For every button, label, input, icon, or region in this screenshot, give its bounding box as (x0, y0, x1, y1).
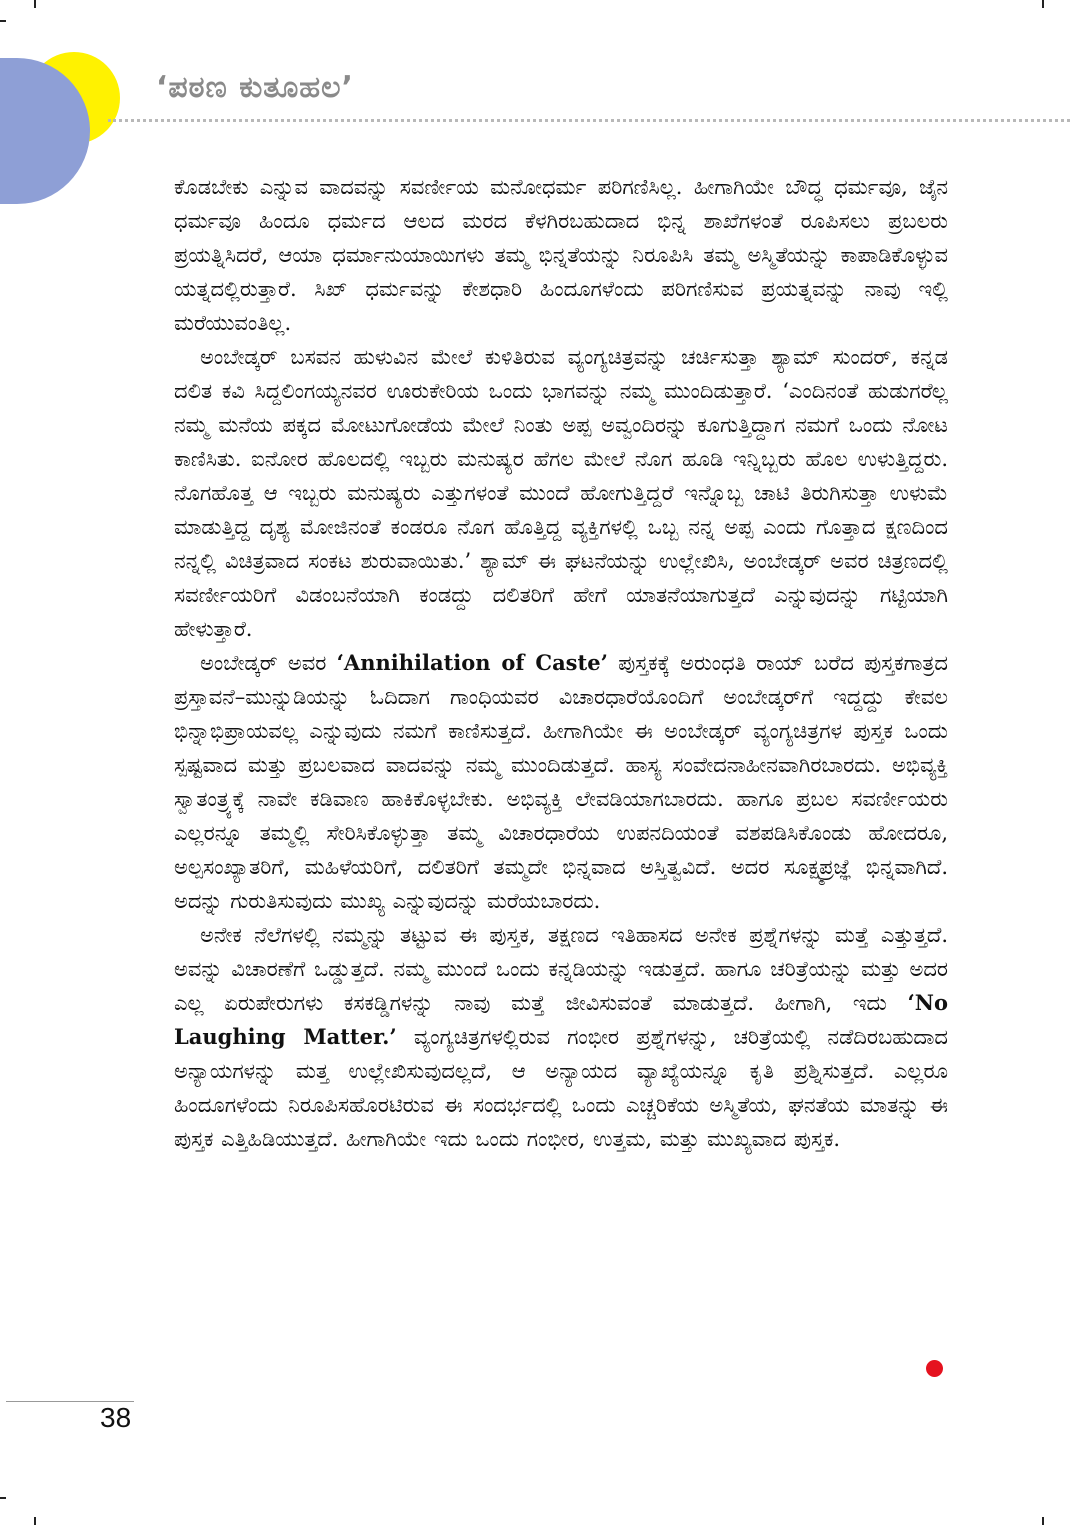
crop-mark (34, 1517, 36, 1525)
body-paragraph (174, 646, 948, 918)
crop-mark (0, 1497, 6, 1499)
crop-mark (0, 20, 6, 22)
body-paragraph (174, 170, 948, 340)
crop-mark (1042, 1517, 1044, 1525)
crop-mark (34, 0, 36, 8)
book-title: ‘No Laughing Matter.’ (174, 990, 948, 1049)
paragraph-text: ಅಂಬೇಡ್ಕರ್ ಬಸವನ ಹುಳುವಿನ ಮೇಲೆ ಕುಳಿತಿರುವ ವ್ಯಂಗ್ಯಚಿತ್ರವನ್ನು ಚರ್ಚಿಸುತ್ತಾ ಶ್ಯಾಮ್ ಸುಂದರ್, ಕನ್ನಡ ದಲಿತ ಕವಿ ಸಿದ್ದಲಿಂಗಯ್ಯನವರ ಊರುಕೇರಿಯ ಒಂದು ಭಾಗವನ್ನು ನಮ್ಮ ಮುಂದಿಡುತ್ತಾರೆ. ‘ಎಂದಿನಂತೆ ಹುಡುಗರೆಲ್ಲ ನಮ್ಮ ಮನೆಯ ಪಕ್ಕದ ಮೋಟುಗೋಡೆಯ ಮೇಲೆ ನಿಂತು ಅಪ್ಪ ಅವ್ವಂದಿರನ್ನು ಕೂಗುತ್ತಿದ್ದಾಗ ನಮಗೆ ಒಂದು ನೋಟ ಕಾಣಿಸಿತು. ಐನೋರ ಹೊಲದಲ್ಲಿ ಇಬ್ಬರು ಮನುಷ್ಯರ ಹೆಗಲ ಮೇಲೆ ನೊಗ ಹೂಡಿ ಇನ್ನಿಬ್ಬರು ಹೊಲ ಉಳುತ್ತಿದ್ದರು. ನೊಗಹೊತ್ತ ಆ ಇಬ್ಬರು ಮನುಷ್ಯರು ಎತ್ತುಗಳಂತೆ ಮುಂದೆ ಹೋಗುತ್ತಿದ್ದರೆ ಇನ್ನೊಬ್ಬ ಚಾಟಿ ತಿರುಗಿಸುತ್ತಾ ಉಳುಮೆ ಮಾಡುತ್ತಿದ್ದ ದೃಶ್ಯ ಮೋಜಿನಂತೆ ಕಂಡರೂ ನೊಗ ಹೊತ್ತಿದ್ದ ವ್ಯಕ್ತಿಗಳಲ್ಲಿ ಒಬ್ಬ ನನ್ನ ಅಪ್ಪ ಎಂದು ಗೊತ್ತಾದ ಕ್ಷಣದಿಂದ ನನ್ನಲ್ಲಿ ವಿಚಿತ್ರವಾದ ಸಂಕಟ ಶುರುವಾಯಿತು.’ ಶ್ಯಾಮ್ ಈ ಘಟನೆಯನ್ನು ಉಲ್ಲೇಖಿಸಿ, ಅಂಬೇಡ್ಕರ್ ಅವರ ಚಿತ್ರಣದಲ್ಲಿ ಸವರ್ಣೀಯರಿಗೆ ವಿಡಂಬನೆಯಾಗಿ ಕಂಡದ್ದು ದಲಿತರಿಗೆ ಹೇಗೆ ಯಾತನೆಯಾಗುತ್ತದೆ ಎನ್ನುವುದನ್ನು ಗಟ್ಟಿಯಾಗಿ ಹೇಳುತ್ತಾರೆ. (174, 345, 948, 641)
paragraph-text: ಅಂಬೇಡ್ಕರ್ ಅವರ (200, 651, 337, 675)
paragraph-text: ಪುಸ್ತಕಕ್ಕೆ ಅರುಂಧತಿ ರಾಯ್ ಬರೆದ ಪುಸ್ತಕಗಾತ್ರದ ಪ್ರಸ್ತಾವನೆ–ಮುನ್ನುಡಿಯನ್ನು ಓದಿದಾಗ ಗಾಂಧಿಯವರ ವಿಚಾರಧಾರೆಯೊಂದಿಗೆ ಅಂಬೇಡ್ಕರ್‌ಗೆ ಇದ್ದದ್ದು ಕೇವಲ ಭಿನ್ನಾಭಿಪ್ರಾಯವಲ್ಲ ಎನ್ನುವುದು ನಮಗೆ ಕಾಣಿಸುತ್ತದೆ. ಹೀಗಾಗಿಯೇ ಈ ಅಂಬೇಡ್ಕರ್ ವ್ಯಂಗ್ಯಚಿತ್ರಗಳ ಪುಸ್ತಕ ಒಂದು ಸ್ಪಷ್ಟವಾದ ಮತ್ತು ಪ್ರಬಲವಾದ ವಾದವನ್ನು ನಮ್ಮ ಮುಂದಿಡುತ್ತದೆ. ಹಾಸ್ಯ ಸಂವೇದನಾಹೀನವಾಗಿರಬಾರದು. ಅಭಿವ್ಯಕ್ತಿ ಸ್ವಾತಂತ್ರ್ಯಕ್ಕೆ ನಾವೇ ಕಡಿವಾಣ ಹಾಕಿಕೊಳ್ಳಬೇಕು. ಅಭಿವ್ಯಕ್ತಿ ಲೇವಡಿಯಾಗಬಾರದು. ಹಾಗೂ ಪ್ರಬಲ ಸವರ್ಣೀಯರು ಎಲ್ಲರನ್ನೂ ತಮ್ಮಲ್ಲಿ ಸೇರಿಸಿಕೊಳ್ಳುತ್ತಾ ತಮ್ಮ ವಿಚಾರಧಾರೆಯ ಉಪನದಿಯಂತೆ ವಶಪಡಿಸಿಕೊಂಡು ಹೋದರೂ, ಅಲ್ಪಸಂಖ್ಯಾತರಿಗೆ, ಮಹಿಳೆಯರಿಗೆ, ದಲಿತರಿಗೆ ತಮ್ಮದೇ ಭಿನ್ನವಾದ ಅಸ್ತಿತ್ವವಿದೆ. ಅದರ ಸೂಕ್ಷ್ಮಪ್ರಜ್ಞೆ ಭಿನ್ನವಾಗಿದೆ. ಅದನ್ನು ಗುರುತಿಸುವುದು ಮುಖ್ಯ ಎನ್ನುವುದನ್ನು ಮರೆಯಬಾರದು. (174, 651, 948, 913)
book-title: ‘Annihilation of Caste’ (336, 650, 608, 675)
body-text (174, 170, 948, 1156)
page-number: 38 (100, 1402, 132, 1433)
header-dotted-rule (108, 119, 1070, 122)
paragraph-text: ಕೊಡಬೇಕು ಎನ್ನುವ ವಾದವನ್ನು ಸವರ್ಣೀಯ ಮನೋಧರ್ಮ ಪರಿಗಣಿಸಿಲ್ಲ. ಹೀಗಾಗಿಯೇ ಬೌದ್ಧ ಧರ್ಮವೂ, ಜೈನ ಧರ್ಮವೂ ಹಿಂದೂ ಧರ್ಮದ ಆಲದ ಮರದ ಕೆಳಗಿರಬಹುದಾದ ಭಿನ್ನ ಶಾಖೆಗಳಂತೆ ರೂಪಿಸಲು ಪ್ರಬಲರು ಪ್ರಯತ್ನಿಸಿದರೆ, ಆಯಾ ಧರ್ಮಾನುಯಾಯಿಗಳು ತಮ್ಮ ಭಿನ್ನತೆಯನ್ನು ನಿರೂಪಿಸಿ ತಮ್ಮ ಅಸ್ಮಿತೆಯನ್ನು ಕಾಪಾಡಿಕೊಳ್ಳುವ ಯತ್ನದಲ್ಲಿರುತ್ತಾರೆ. ಸಿಖ್ ಧರ್ಮವನ್ನು ಕೇಶಧಾರಿ ಹಿಂದೂಗಳೆಂದು ಪರಿಗಣಿಸುವ ಪ್ರಯತ್ನವನ್ನು ನಾವು ಇಲ್ಲಿ ಮರೆಯುವಂತಿಲ್ಲ. (174, 175, 948, 335)
crop-mark (1042, 0, 1044, 8)
end-of-article-dot (926, 1360, 943, 1377)
running-header-title: ‘ಪಠಣ ಕುತೂಹಲ’ (156, 70, 354, 105)
body-paragraph (174, 340, 948, 646)
body-paragraph (174, 918, 948, 1156)
paragraph-text: ವ್ಯಂಗ್ಯಚಿತ್ರಗಳಲ್ಲಿರುವ ಗಂಭೀರ ಪ್ರಶ್ನೆಗಳನ್ನು, ಚರಿತ್ರೆಯಲ್ಲಿ ನಡೆದಿರಬಹುದಾದ ಅನ್ಯಾಯಗಳನ್ನು ಮತ್ತ ಉಲ್ಲೇಖಿಸುವುದಲ್ಲದೆ, ಆ ಅನ್ಯಾಯದ ವ್ಯಾಖ್ಯೆಯನ್ನೂ ಕೃತಿ ಪ್ರಶ್ನಿಸುತ್ತದೆ. ಎಲ್ಲರೂ ಹಿಂದೂಗಳೆಂದು ನಿರೂಪಿಸಹೊರಟಿರುವ ಈ ಸಂದರ್ಭದಲ್ಲಿ ಒಂದು ಎಚ್ಚರಿಕೆಯ ಅಸ್ಮಿತೆಯ, ಘನತೆಯ ಮಾತನ್ನು ಈ ಪುಸ್ತಕ ಎತ್ತಿಹಿಡಿಯುತ್ತದೆ. ಹೀಗಾಗಿಯೇ ಇದು ಒಂದು ಗಂಭೀರ, ಉತ್ತಮ, ಮತ್ತು ಮುಖ್ಯವಾದ ಪುಸ್ತಕ. (174, 1025, 948, 1151)
paragraph-text: ಅನೇಕ ನೆಲೆಗಳಲ್ಲಿ ನಮ್ಮನ್ನು ತಟ್ಟುವ ಈ ಪುಸ್ತಕ, ತಕ್ಷಣದ ಇತಿಹಾಸದ ಅನೇಕ ಪ್ರಶ್ನೆಗಳನ್ನು ಮತ್ತೆ ಎತ್ತುತ್ತದೆ. ಅವನ್ನು ವಿಚಾರಣೆಗೆ ಒಡ್ಡುತ್ತದೆ. ನಮ್ಮ ಮುಂದೆ ಒಂದು ಕನ್ನಡಿಯನ್ನು ಇಡುತ್ತದೆ. ಹಾಗೂ ಚರಿತ್ರೆಯನ್ನು ಮತ್ತು ಅದರ ಎಲ್ಲ ಏರುಪೇರುಗಳು ಕಸಕಡ್ಡಿಗಳನ್ನು ನಾವು ಮತ್ತೆ ಜೀವಿಸುವಂತೆ ಮಾಡುತ್ತದೆ. ಹೀಗಾಗಿ, ಇದು (174, 923, 948, 1015)
